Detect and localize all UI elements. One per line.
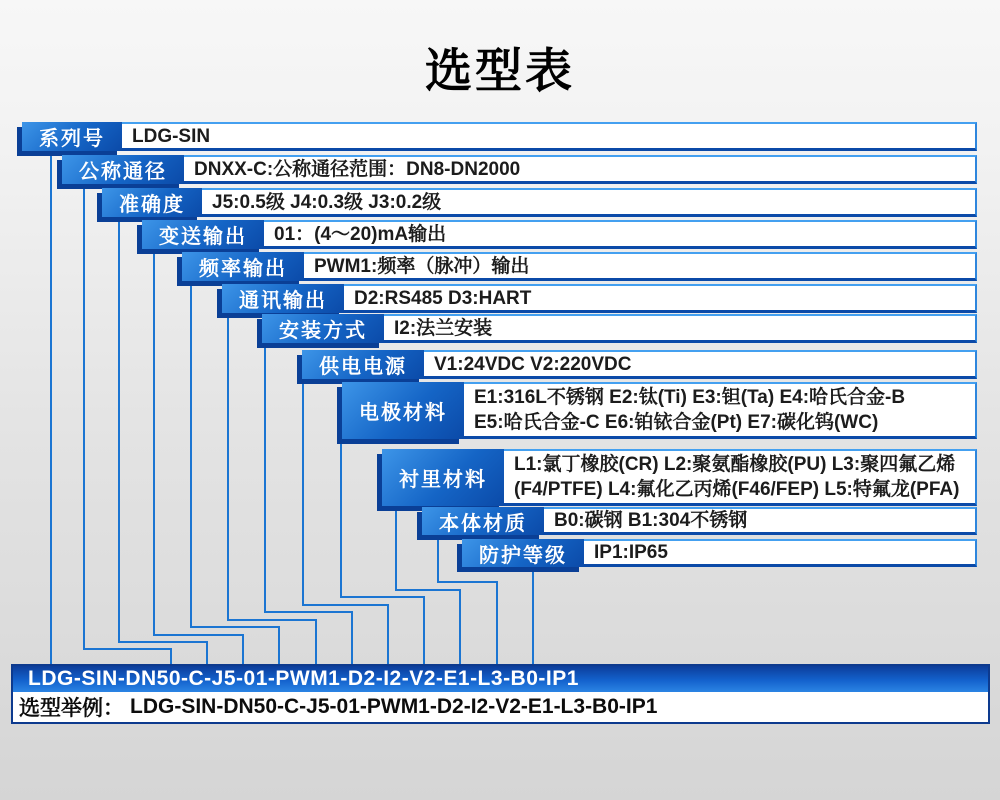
connector-line xyxy=(315,619,317,664)
selection-row xyxy=(62,155,977,184)
selection-row xyxy=(382,449,977,506)
row-value xyxy=(544,507,977,535)
row-value-line: DNXX-C:公称通径范围：DN8-DN2000 xyxy=(194,158,521,180)
selection-row xyxy=(142,220,977,249)
row-value xyxy=(464,382,977,439)
row-label: 防护等级 xyxy=(462,539,584,567)
connector-line xyxy=(190,281,192,626)
row-value xyxy=(304,252,977,281)
row-value xyxy=(122,122,977,151)
row-value-line: J5:0.5级 J4:0.3级 J3:0.2级 xyxy=(212,191,442,213)
example-row xyxy=(13,692,988,722)
result-code: LDG-SIN-DN50-C-J5-01-PWM1-D2-I2-V2-E1-L3-B0-IP1 xyxy=(28,667,579,690)
selection-row xyxy=(462,539,977,567)
row-value xyxy=(584,539,977,567)
page-title: 选型表 xyxy=(425,44,575,97)
row-value-line: I2:法兰安装 xyxy=(394,317,493,339)
connector-line xyxy=(351,611,353,664)
row-value xyxy=(504,449,977,506)
row-value-line: (F4/PTFE) L4:氟化乙丙烯(F46/FEP) L5:特氟龙(PFA) xyxy=(514,479,960,500)
row-label: 安装方式 xyxy=(262,314,384,343)
row-label: 电极材料 xyxy=(342,382,464,439)
row-value-line: LDG-SIN xyxy=(132,125,211,147)
selection-row xyxy=(22,122,977,151)
connector-line xyxy=(437,581,498,583)
row-value-line: IP1:IP65 xyxy=(594,542,668,563)
row-label: 系列号 xyxy=(22,122,122,151)
row-label: 衬里材料 xyxy=(382,449,504,506)
row-label: 供电电源 xyxy=(302,350,424,379)
connector-line xyxy=(153,249,155,634)
connector-line xyxy=(50,151,52,664)
row-value xyxy=(264,220,977,249)
row-value-line: 01：(4～20)mA输出 xyxy=(274,223,447,245)
connector-line xyxy=(437,535,439,581)
selection-row xyxy=(422,507,977,535)
selection-row xyxy=(342,382,977,439)
connector-line xyxy=(227,313,229,619)
connector-line xyxy=(153,634,244,636)
connector-line xyxy=(302,604,389,606)
connector-line xyxy=(459,589,461,664)
connector-line xyxy=(496,581,498,664)
connector-line xyxy=(532,567,534,664)
connector-line xyxy=(423,596,425,664)
selection-row xyxy=(302,350,977,379)
connector-line xyxy=(118,217,120,641)
row-value-line: B0:碳钢 B1:304不锈钢 xyxy=(554,510,748,531)
row-value xyxy=(202,188,977,217)
row-label: 准确度 xyxy=(102,188,202,217)
row-label: 变送输出 xyxy=(142,220,264,249)
connector-line xyxy=(278,626,280,664)
row-value-line: V1:24VDC V2:220VDC xyxy=(434,353,632,375)
row-value xyxy=(384,314,977,343)
selection-row xyxy=(222,284,977,313)
connector-line xyxy=(170,648,172,664)
connector-line xyxy=(340,439,342,596)
connector-line xyxy=(387,604,389,664)
selection-row xyxy=(102,188,977,217)
selection-row xyxy=(262,314,977,343)
connector-line xyxy=(395,506,397,589)
row-label: 公称通径 xyxy=(62,155,184,184)
connector-line xyxy=(340,596,425,598)
row-value-line: E5:哈氏合金-C E6:铂铱合金(Pt) E7:碳化钨(WC) xyxy=(474,412,879,433)
row-label: 本体材质 xyxy=(422,507,544,535)
row-value-line: L1:氯丁橡胶(CR) L2:聚氨酯橡胶(PU) L3:聚四氟乙烯 xyxy=(514,454,956,475)
connector-line xyxy=(395,589,461,591)
connector-line xyxy=(264,611,353,613)
connector-line xyxy=(83,184,85,648)
connector-line xyxy=(206,641,208,664)
connector-line xyxy=(83,648,172,650)
example-code: LDG-SIN-DN50-C-J5-01-PWM1-D2-I2-V2-E1-L3-B0-IP1 xyxy=(130,695,658,718)
connector-line xyxy=(190,626,280,628)
row-label: 频率输出 xyxy=(182,252,304,281)
selection-row xyxy=(182,252,977,281)
row-value xyxy=(424,350,977,379)
example-label: 选型举例： xyxy=(19,697,124,720)
row-value xyxy=(344,284,977,313)
row-value-line: E1:316L不锈钢 E2:钛(Ti) E3:钽(Ta) E4:哈氏合金-B xyxy=(474,387,906,408)
connector-line xyxy=(302,379,304,604)
result-code-bar xyxy=(13,666,988,692)
connector-line xyxy=(118,641,208,643)
row-label: 通讯输出 xyxy=(222,284,344,313)
row-value-line: PWM1:频率（脉冲）输出 xyxy=(314,255,530,277)
connector-line xyxy=(227,619,317,621)
row-value-line: D2:RS485 D3:HART xyxy=(354,287,532,309)
row-value xyxy=(184,155,977,184)
connector-line xyxy=(264,343,266,611)
connector-line xyxy=(242,634,244,664)
result-block xyxy=(11,664,990,724)
